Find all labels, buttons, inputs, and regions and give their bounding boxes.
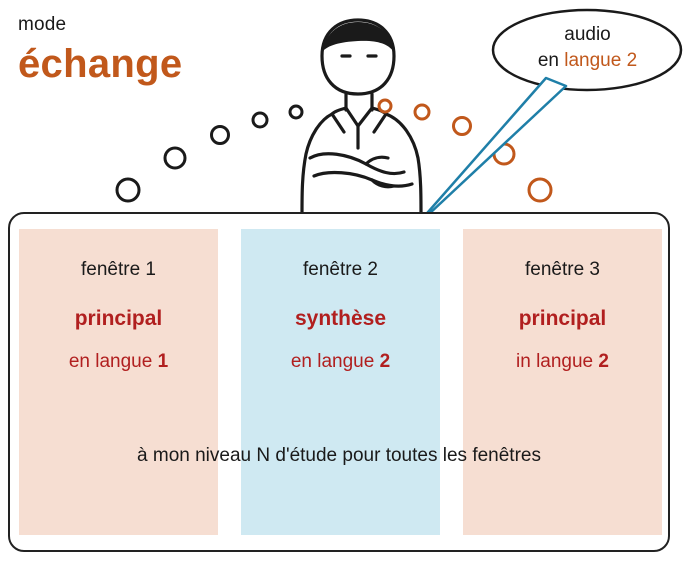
balloon-line-2-accent: langue 2 <box>564 49 638 71</box>
column-3-sub-prefix: in langue <box>516 351 599 372</box>
column-2-sub-prefix: en langue <box>290 351 380 372</box>
balloon-line-2 <box>500 48 675 74</box>
column-1-sub-number: 1 <box>157 351 169 372</box>
column-3-sub <box>463 351 662 373</box>
column-1-main: principal <box>74 307 163 330</box>
column-1-title: fenêtre 1 <box>81 259 156 280</box>
column-2-sub-number: 2 <box>379 351 391 372</box>
column-1-sub-prefix: en langue <box>68 351 158 372</box>
column-3-main: principal <box>518 307 607 330</box>
footer-note: à mon niveau N d'étude pour toutes les fenêtres <box>137 445 541 466</box>
column-3-title: fenêtre 3 <box>525 259 600 280</box>
column-2-title: fenêtre 2 <box>303 259 378 280</box>
balloon-text <box>500 22 675 73</box>
column-2-sub <box>241 351 440 373</box>
balloon-line-2-prefix: en <box>537 49 565 71</box>
column-1-sub <box>19 351 218 373</box>
page-title: échange <box>18 42 183 86</box>
column-2-main: synthèse <box>294 307 387 330</box>
column-fenetre-1[interactable] <box>19 229 218 535</box>
column-3-sub-number: 2 <box>598 351 609 372</box>
mode-label: mode <box>18 14 67 35</box>
columns-container <box>8 212 670 552</box>
balloon-line-1: audio <box>564 24 611 45</box>
column-fenetre-2[interactable] <box>241 229 440 535</box>
column-fenetre-3[interactable] <box>463 229 662 535</box>
